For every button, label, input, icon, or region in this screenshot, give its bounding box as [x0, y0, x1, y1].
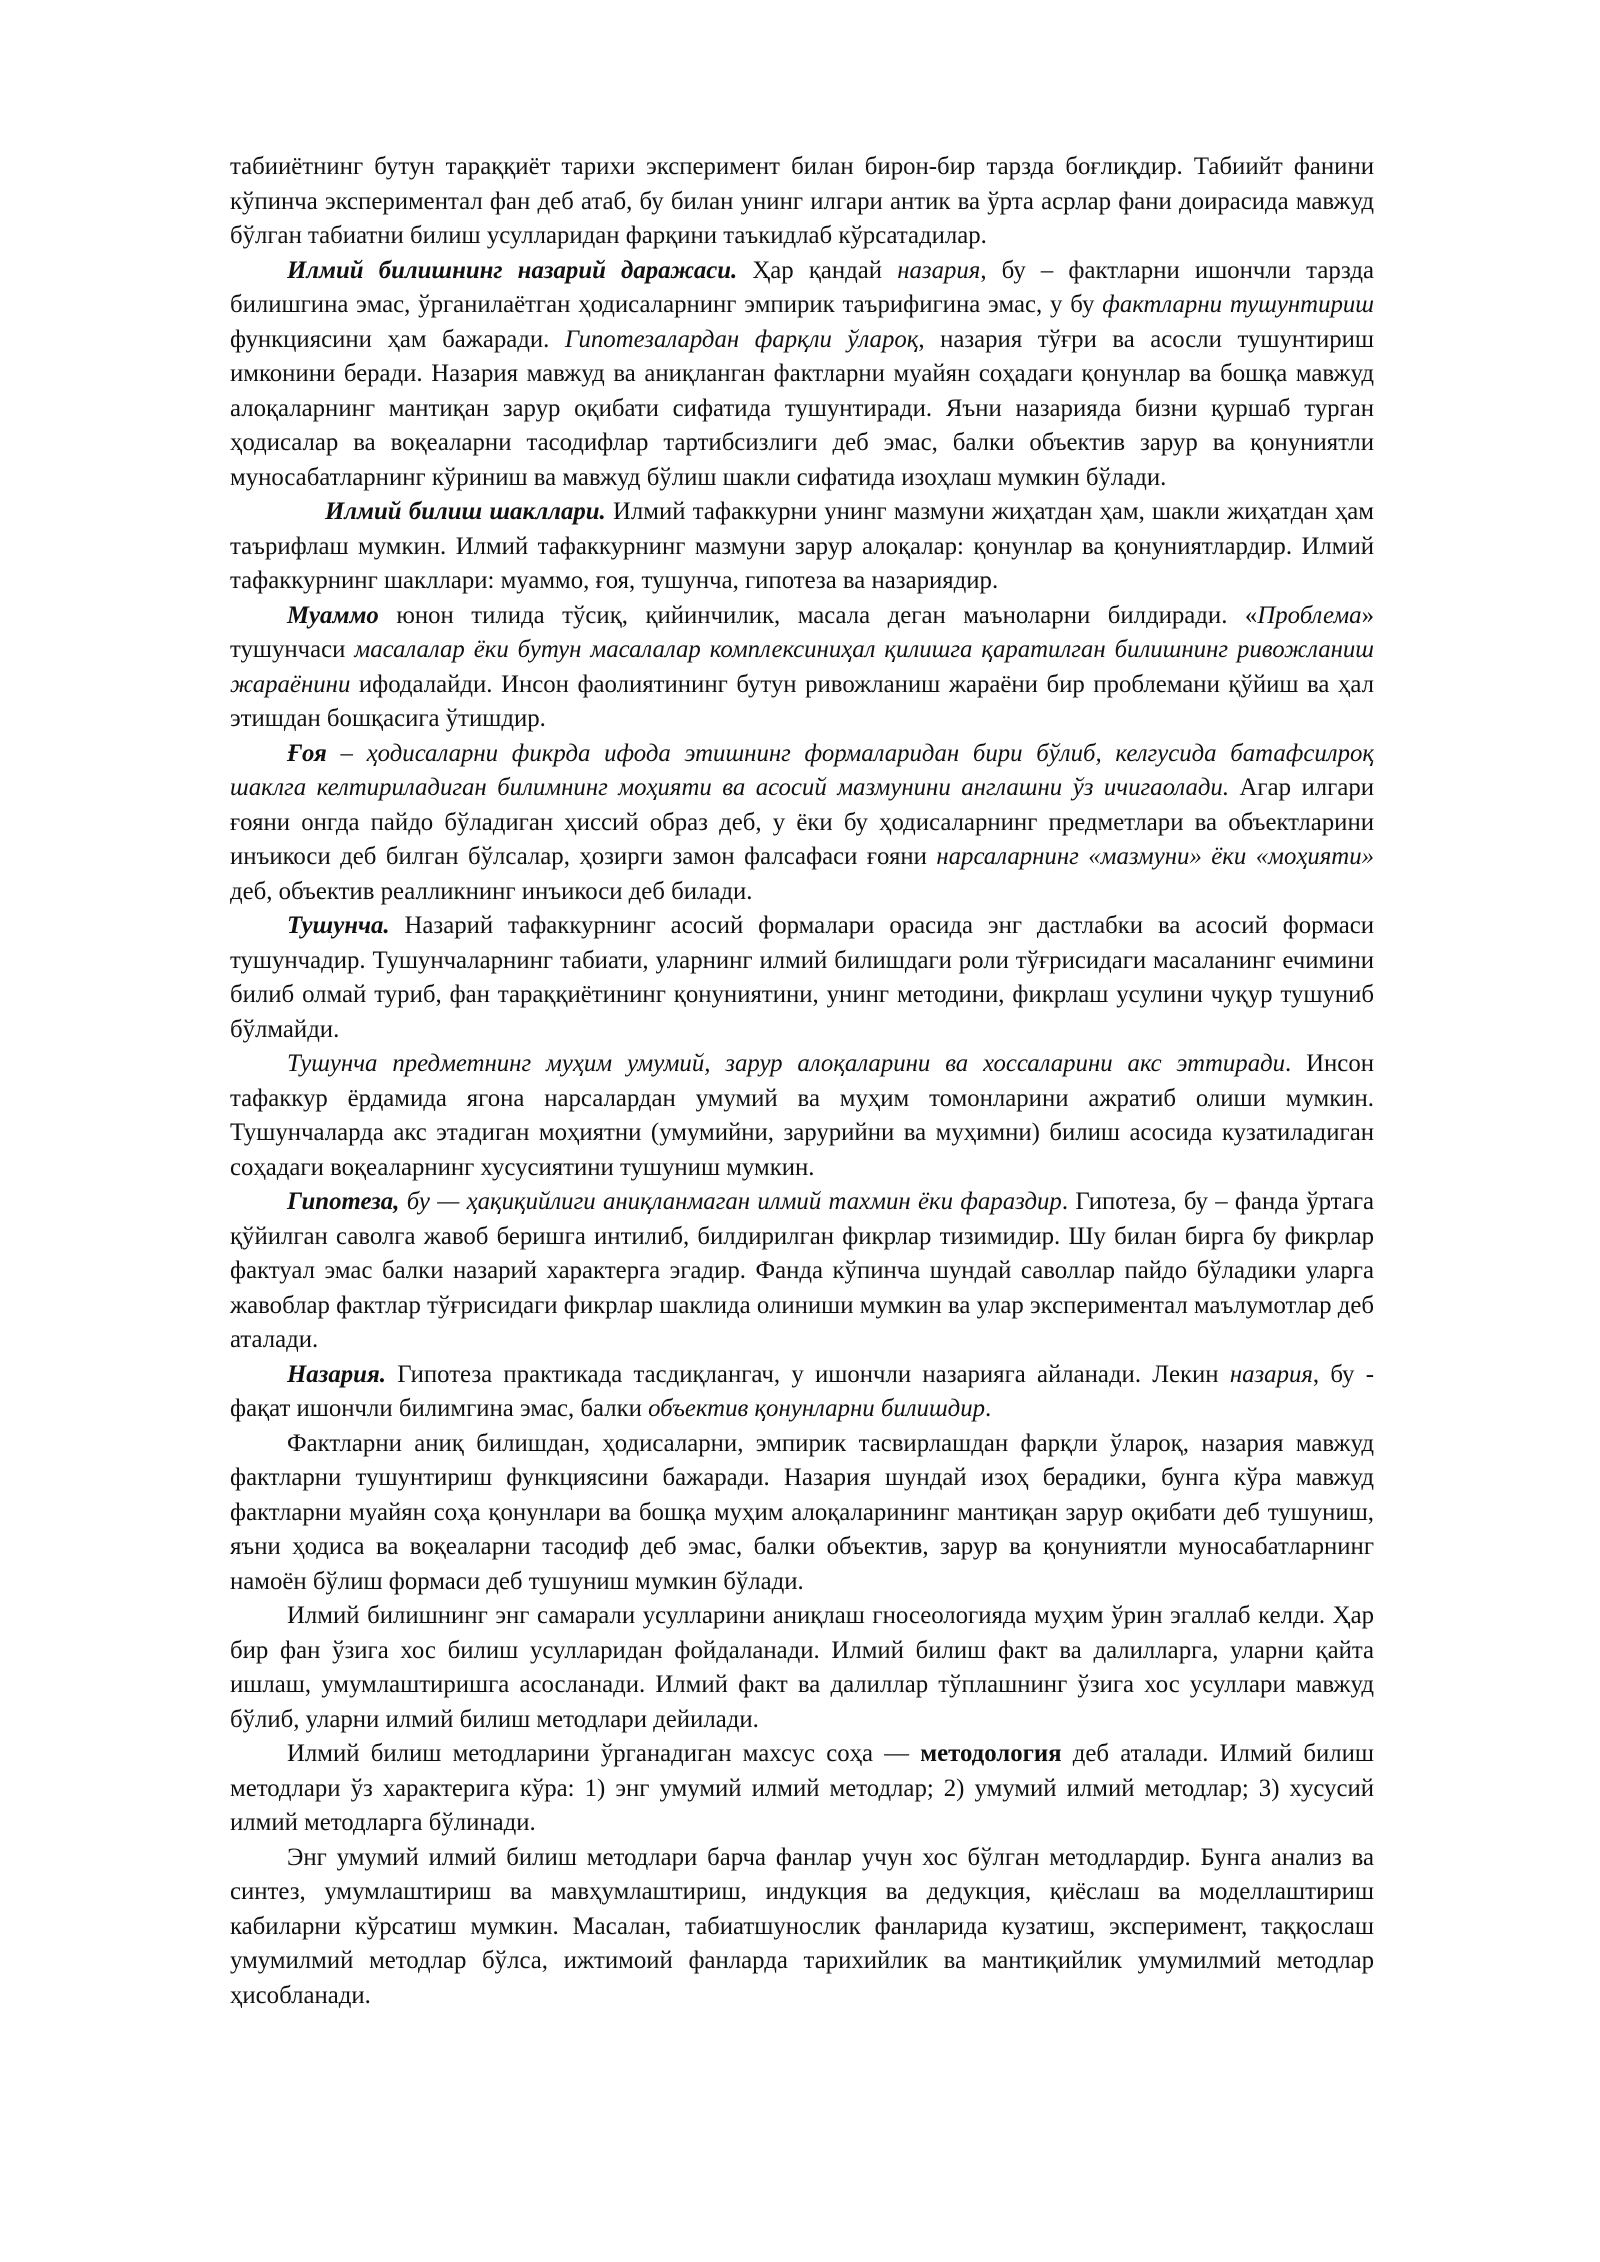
text-run-italic: нарсаларнинг «мазмуни» ёки «моҳияти» [936, 843, 1374, 870]
text-run-italic: бу — ҳақиқийлиги аниқланмаган илмий тахмин ёки фараздир [399, 1188, 1062, 1215]
text-run: . [985, 1395, 992, 1422]
term-theory: Назария. [287, 1360, 386, 1388]
text-run-italic: масалалар ёки бутун масалалар комплексиниҳал қилишга қаратилган билишнинг ривожланиш жараёнини [230, 636, 1375, 698]
term-concept: Тушунча. [287, 912, 390, 939]
section-heading-forms: Илмий билиш шакллари. [325, 498, 606, 525]
text-run: функциясини ҳам бажаради. [230, 325, 565, 353]
text-run: Илмий билишнинг энг самарали усулларини аниқлаш гносеологияда муҳим ўрин эгаллаб келди. Ҳар бир фан ўзига хос билиш усулларидан фойдаланади. Илмий билиш факт ва далилларга, уларни қайта ишлаш, умумлаштиришга асосланади. Илмий факт ва далиллар тўплашнинг ўзига хос усуллари мавжуд бўлиб, уларни илмий билиш методлари дейилади. [230, 1602, 1374, 1733]
text-run-italic: Проблема [1257, 601, 1362, 629]
term-methodology: методология [920, 1740, 1062, 1767]
paragraph-theory-explanation [230, 1427, 1374, 1600]
text-run-italic: – ҳодисаларни фикрда ифода этишнинг формаларидан бири бўлиб, келгусида батафсилроқ шаклга келтириладиган билимнинг моҳияти ва асосий мазмунини англашни ўз ичигаолади. [230, 739, 1374, 801]
text-run: деб, объектив реалликнинг инъикоси деб билади. [230, 877, 753, 905]
term-hypothesis: Гипотеза, [287, 1188, 400, 1215]
section-heading-theoretical-level: Илмий билишнинг назарий даражаси. [287, 256, 738, 284]
paragraph-idea [230, 737, 1374, 910]
term-problem: Муаммо [287, 601, 379, 629]
text-run: Ҳар қандай [737, 256, 898, 284]
paragraph-hypothesis [230, 1185, 1374, 1358]
text-run-italic: назария [1229, 1360, 1313, 1388]
text-run: Агар илгари ғояни онгда пайдо бўладиган ҳиссий образ деб, у ёки бу ҳодисаларнинг предметлари ва объектларини инъикоси деб билган бўлсалар, ҳозирги замон фалсафаси ғояни [230, 774, 1374, 870]
paragraph-methodology [230, 1737, 1374, 1841]
text-run: , бу - фақат ишончли билимгина эмас, балки [230, 1360, 1374, 1422]
paragraph-problem [230, 599, 1374, 737]
text-run: , бу – фактларни ишончли тарзда билишгина эмас, ўрганилаётган ҳодисаларнинг эмпирик таърифигина эмас, у бу [230, 256, 1374, 318]
text-run-italic: фактларни тушунтириш [1102, 291, 1374, 318]
text-run-italic: назария [897, 256, 981, 284]
paragraph-methods [230, 1599, 1374, 1737]
text-run-italic: объектив қонунларни билишдир [648, 1395, 986, 1422]
text-run: Назарий тафаккурнинг асосий формалари орасида энг дастлабки ва асосий формаси тушунчадир. Тушунчаларнинг табиати, уларнинг илмий билишдаги роли тўғрисидаги масаланинг ечимини билиб олмай туриб, фан тараққиётининг қонуниятини, унинг методини, фикрлаш усулини чуқур тушуниб бўлмайди. [230, 912, 1374, 1043]
text-run: » тушунчаси [230, 601, 1374, 663]
text-run: , назария тўғри ва асосли тушунтириш имконини беради. Назария мавжуд ва аниқланган фактларни муайян соҳадаги қонунлар ва бошқа мавжуд алоқаларнинг мантиқан зарур оқибати сифатида тушунтиради. Яъни назарияда бизни қуршаб турган ҳодисалар ва воқеаларни тасодифлар тартибсизлиги деб эмас, балки объектив зарур ва қонуниятли муносабатларнинг кўриниш ва мавжуд бўлиш шакли сифатида изоҳлаш мумкин бўлади. [230, 325, 1375, 491]
paragraph-general-methods [230, 1841, 1374, 2014]
text-run: Илмий билиш методларини ўрганадиган махсус соҳа — [287, 1740, 921, 1767]
paragraph-concept-definition [230, 1047, 1374, 1185]
text-run: . Инсон тафаккур ёрдамида ягона нарсалардан умумий ва муҳим томонларини ажратиб олиши мумкин. Тушунчаларда акс этадиган моҳиятни (умумийни, зарурийни ва муҳимни) билиш асосида кузатиладиган соҳадаги воқеаларнинг хусусиятини тушуниш мумкин. [230, 1050, 1374, 1181]
document-page [230, 150, 1374, 2013]
paragraph-theory [230, 1358, 1374, 1427]
text-run-italic: Гипотезалардан фарқли ўлароқ [564, 325, 919, 353]
paragraph-theoretical-level [230, 254, 1374, 496]
term-idea: Ғоя [287, 739, 327, 767]
text-run: Илмий тафаккурни унинг мазмуни жиҳатдан ҳам, шакли жиҳатдан ҳам таърифлаш мумкин. Илмий тафаккурнинг мазмуни зарур алоқалар: қонунлар ва қонуниятлардир. Илмий тафаккурнинг шакллари: муаммо, ғоя, тушунча, гипотеза ва назариядир. [230, 498, 1374, 594]
paragraph-forms-of-cognition [230, 495, 1374, 599]
text-run: . Гипотеза, бу – фанда ўртага қўйилган саволга жавоб беришга интилиб, билдирилган фикрлар тизимидир. Шу билан бирга бу фикрлар фактуал эмас балки назарий характерга эгадир. Фанда кўпинча шундай саволлар пайдо бўладики уларга жавоблар фактлар тўғрисидаги фикрлар шаклида олиниши мумкин ва улар экспериментал маълумотлар деб аталади. [230, 1188, 1374, 1353]
text-run: Энг умумий илмий билиш методлари барча фанлар учун хос бўлган методлардир. Бунга анализ ва синтез, умумлаштириш ва мавҳумлаштириш, индукция ва дедукция, қиёслаш ва моделлаштириш кабиларни кўрсатиш мумкин. Масалан, табиатшунослик фанларида кузатиш, эксперимент, таққослаш умумилмий методлар бўлса, ижтимоий фанларда тарихийлик ва мантиқийлик умумилмий методлар ҳисобланади. [230, 1843, 1374, 2009]
text-run: ифодалайди. Инсон фаолиятининг бутун ривожланиш жараёни бир проблемани қўйиш ва ҳал этишдан бошқасига ўтишдир. [230, 670, 1374, 732]
text-run: юнон тилида тўсиқ, қийинчилик, масала деган маъноларни билдиради. « [378, 601, 1258, 629]
text-run: Гипотеза практикада тасдиқлангач, у ишончли назарияга айланади. Лекин [385, 1360, 1230, 1388]
text-run: Фактларни аниқ билишдан, ҳодисаларни, эмпирик тасвирлашдан фарқли ўлароқ, назария мавжуд фактларни тушунтириш функциясини бажаради. Назария шундай изоҳ берадики, бунга кўра мавжуд фактларни муайян соҳа қонунлари ва бошқа муҳим алоқаларининг мантиқан зарур оқибати деб тушуниш, яъни ҳодиса ва воқеаларни тасодиф деб эмас, балки объектив, зарур ва қонуниятли муносабатларнинг намоён бўлиш формаси деб тушуниш мумкин бўлади. [230, 1429, 1374, 1595]
text-run: табииётнинг бутун тараққиёт тарихи эксперимент билан бирон-бир тарзда боғлиқдир. Табиийт фанини кўпинча экспериментал фан деб атаб, бу билан унинг илгари антик ва ўрта асрлар фани доирасида мавжуд бўлган табиатни билиш усулларидан фарқини таъкидлаб кўрсатадилар. [230, 153, 1374, 249]
paragraph-concept [230, 909, 1374, 1047]
paragraph-intro-continuation [230, 150, 1374, 254]
text-run: деб аталади. Илмий билиш методлари ўз характерига кўра: 1) энг умумий илмий методлар; 2) умумий илмий методлар; 3) хусусий илмий методларга бўлинади. [230, 1740, 1374, 1836]
text-run-italic: Тушунча предметнинг муҳим умумий, зарур алоқаларини ва хоссаларини акс эттиради [287, 1050, 1286, 1077]
